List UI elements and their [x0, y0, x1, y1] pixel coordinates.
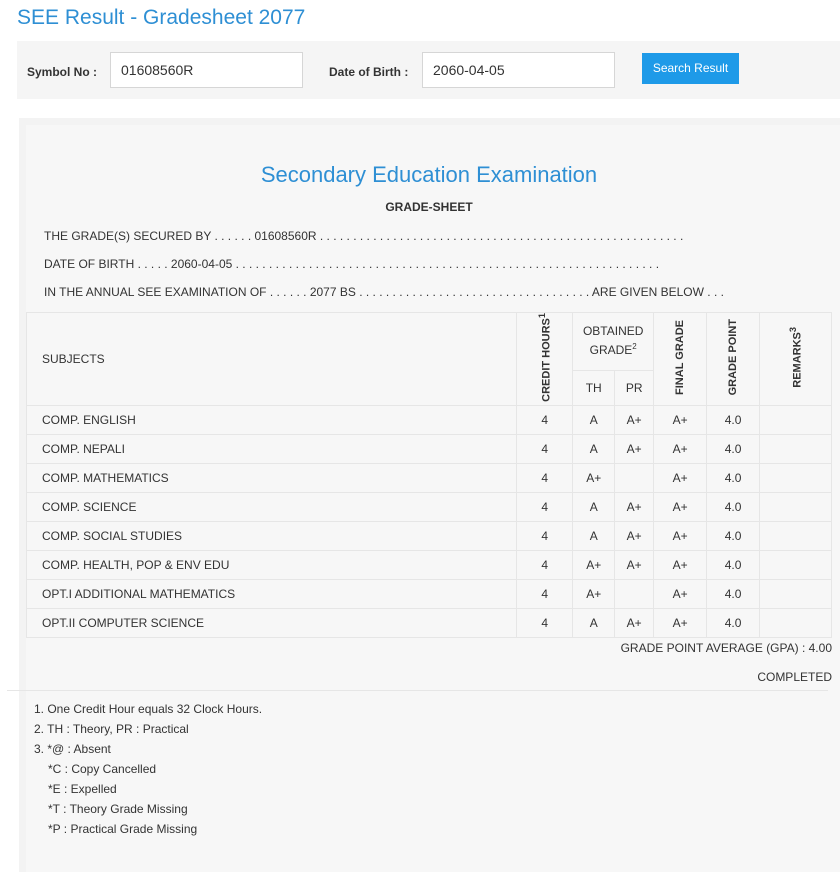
th-cell: A	[573, 434, 615, 463]
page-title: SEE Result - Gradesheet 2077	[17, 6, 306, 29]
final-grade-cell: A+	[654, 405, 707, 434]
dob-label: Date of Birth :	[329, 65, 409, 79]
credit-cell: 4	[517, 434, 573, 463]
note-copy-cancelled: *C : Copy Cancelled	[48, 762, 157, 776]
remarks-cell	[760, 608, 832, 637]
pr-cell	[615, 463, 654, 492]
subject-cell: OPT.II COMPUTER SCIENCE	[27, 608, 517, 637]
th-cell: A	[573, 521, 615, 550]
credit-cell: 4	[517, 550, 573, 579]
remarks-cell	[760, 579, 832, 608]
credit-cell: 4	[517, 463, 573, 492]
credit-cell: 4	[517, 579, 573, 608]
th-cell: A	[573, 608, 615, 637]
note-practical-missing: *P : Practical Grade Missing	[48, 822, 198, 836]
grade-point-header: GRADE POINT	[707, 313, 760, 406]
dob-input[interactable]: 2060-04-05	[422, 52, 615, 88]
table-row	[27, 463, 832, 492]
final-grade-header: FINAL GRADE	[654, 313, 707, 406]
th-cell: A	[573, 405, 615, 434]
symbol-no-input[interactable]: 01608560R	[110, 52, 303, 88]
grade-point-cell: 4.0	[707, 550, 760, 579]
pr-cell: A+	[615, 608, 654, 637]
gpa-summary: GRADE POINT AVERAGE (GPA) : 4.00	[620, 641, 832, 655]
grade-point-cell: 4.0	[707, 434, 760, 463]
grade-point-cell: 4.0	[707, 521, 760, 550]
grades-body	[27, 405, 832, 637]
grade-point-cell: 4.0	[707, 492, 760, 521]
gradesheet-panel	[19, 118, 840, 872]
grades-table	[26, 312, 832, 638]
final-grade-cell: A+	[654, 434, 707, 463]
pr-header: PR	[615, 370, 654, 405]
subject-cell: COMP. ENGLISH	[27, 405, 517, 434]
obtained-grade-header: OBTAINED GRADE$^2$	[573, 313, 654, 371]
credit-cell: 4	[517, 521, 573, 550]
subject-cell: COMP. MATHEMATICS	[27, 463, 517, 492]
exam-title: Secondary Education Examination	[260, 162, 598, 187]
final-grade-cell: A+	[654, 550, 707, 579]
final-grade-cell: A+	[654, 492, 707, 521]
pr-cell: A+	[615, 521, 654, 550]
subject-cell: COMP. SCIENCE	[27, 492, 517, 521]
th-cell: A+	[573, 579, 615, 608]
info-secured-by: THE GRADE(S) SECURED BY . . . . . . 01608560R . . . . . . . . . . . . . . . . . . . . . . . . . . . . . . . . . . . . . . . . . . . . . . . . . . . . . . .	[44, 229, 684, 243]
info-exam-year: IN THE ANNUAL SEE EXAMINATION OF . . . . . . 2077 BS . . . . . . . . . . . . . . . . . . . . . . . . . . . . . . . . . . . ARE GIVEN BELOW . . .	[44, 285, 724, 299]
subject-cell: COMP. SOCIAL STUDIES	[27, 521, 517, 550]
table-row	[27, 492, 832, 521]
remarks-cell	[760, 492, 832, 521]
subject-cell: COMP. NEPALI	[27, 434, 517, 463]
final-grade-cell: A+	[654, 521, 707, 550]
search-result-button[interactable]: Search Result	[642, 53, 739, 84]
note-expelled: *E : Expelled	[48, 782, 117, 796]
credit-cell: 4	[517, 492, 573, 521]
remarks-cell	[760, 405, 832, 434]
subject-cell: COMP. HEALTH, POP & ENV EDU	[27, 550, 517, 579]
note-theory-missing: *T : Theory Grade Missing	[48, 802, 188, 816]
symbol-no-label: Symbol No :	[27, 65, 98, 79]
note-theory-practical: 2. TH : Theory, PR : Practical	[34, 722, 189, 736]
remarks-cell	[760, 463, 832, 492]
remarks-cell	[760, 550, 832, 579]
credit-cell: 4	[517, 405, 573, 434]
search-form	[17, 41, 840, 99]
pr-cell: A+	[615, 550, 654, 579]
grade-point-cell: 4.0	[707, 579, 760, 608]
remarks-header: REMARKS$^3$	[760, 313, 832, 406]
gradesheet-inner	[26, 125, 840, 872]
table-row	[27, 608, 832, 637]
note-absent: 3. *@ : Absent	[34, 742, 111, 756]
th-cell: A	[573, 492, 615, 521]
credit-hours-header: CREDIT HOURS$^1$	[517, 313, 573, 406]
header-row	[27, 313, 832, 371]
grade-point-cell: 4.0	[707, 405, 760, 434]
final-grade-cell: A+	[654, 463, 707, 492]
final-grade-cell: A+	[654, 579, 707, 608]
subject-cell: OPT.I ADDITIONAL MATHEMATICS	[27, 579, 517, 608]
grade-point-cell: 4.0	[707, 463, 760, 492]
th-cell: A+	[573, 463, 615, 492]
th-cell: A+	[573, 550, 615, 579]
grade-point-cell: 4.0	[707, 608, 760, 637]
pr-cell: A+	[615, 405, 654, 434]
th-header: TH	[573, 370, 615, 405]
remarks-cell	[760, 521, 832, 550]
table-row	[27, 405, 832, 434]
pr-cell: A+	[615, 492, 654, 521]
credit-cell: 4	[517, 608, 573, 637]
result-status: COMPLETED	[757, 670, 832, 684]
note-credit-hour: 1. One Credit Hour equals 32 Clock Hours.	[34, 702, 263, 716]
subjects-header: SUBJECTS	[27, 313, 517, 406]
grade-sheet-title: GRADE-SHEET	[385, 200, 473, 214]
table-row	[27, 521, 832, 550]
pr-cell	[615, 579, 654, 608]
remarks-cell	[760, 434, 832, 463]
table-row	[27, 434, 832, 463]
final-grade-cell: A+	[654, 608, 707, 637]
pr-cell: A+	[615, 434, 654, 463]
table-row	[27, 550, 832, 579]
table-row	[27, 579, 832, 608]
info-date-of-birth: DATE OF BIRTH . . . . . 2060-04-05 . . . . . . . . . . . . . . . . . . . . . . . . . . . . . . . . . . . . . . . . . . . . . . . . . . . . . . . . . . . . . . . .	[44, 257, 660, 271]
notes-divider	[7, 690, 828, 873]
